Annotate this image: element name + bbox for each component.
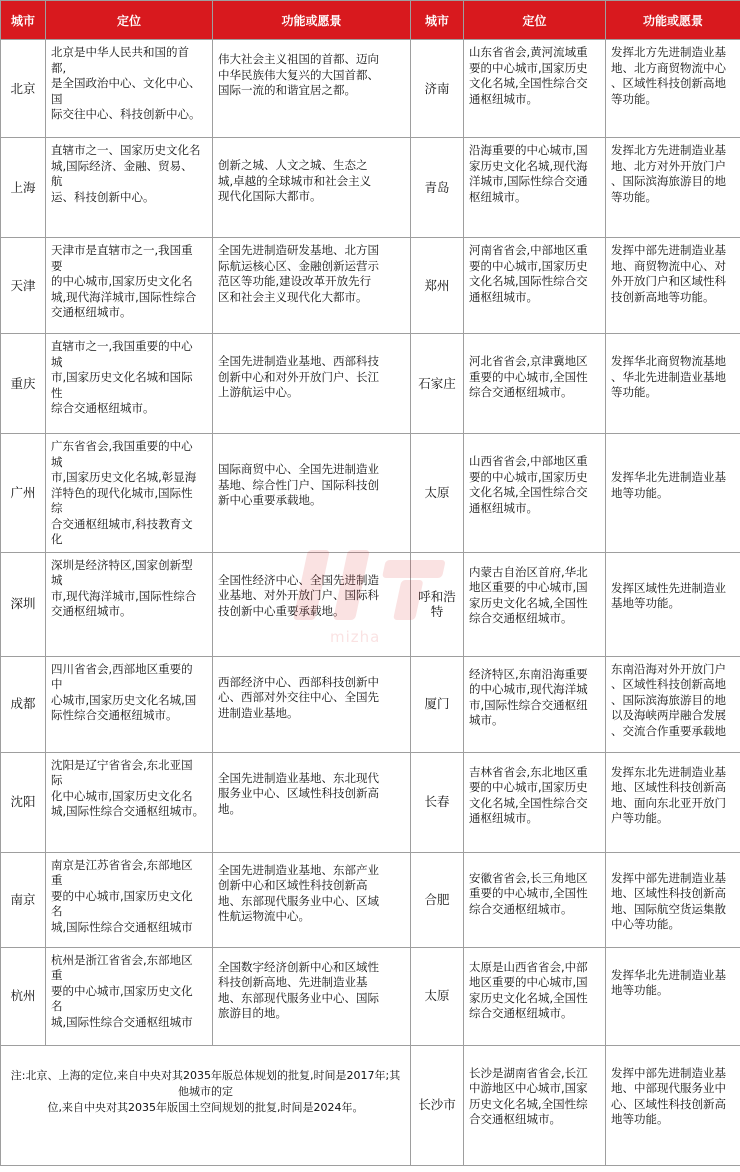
city-cell: 长春 [411, 752, 464, 852]
city-cell: 深圳 [1, 552, 46, 656]
function-cell: 发挥华北先进制造业基 地等功能。 [606, 434, 740, 553]
position-cell: 广东省省会,我国重要的中心 城 市,国家历史文化名城,彰显海 洋特色的现代化城市,国际性 综 合交通枢纽城市,科技教育文 化 [46, 434, 213, 553]
city-cell: 沈阳 [1, 752, 46, 852]
table-row [1, 238, 740, 334]
table-row [1, 752, 740, 852]
function-cell: 西部经济中心、西部科技创新中 心、西部对外交往中心、全国先 进制造业基地。 [213, 656, 411, 752]
position-cell: 内蒙古自治区首府,华北 地区重要的中心城市,国 家历史文化名城,全国性 综合交通枢纽城市。 [464, 552, 606, 656]
table-row [1, 334, 740, 434]
city-cell: 济南 [411, 40, 464, 138]
position-cell: 直辖市之一、国家历史文化名 城,国际经济、金融、贸易、 航 运、科技创新中心。 [46, 138, 213, 238]
table-row [1, 852, 740, 947]
city-cell: 重庆 [1, 334, 46, 434]
city-cell: 广州 [1, 434, 46, 553]
table-row [1, 552, 740, 656]
header-position-2: 定位 [464, 1, 606, 40]
position-cell: 四川省省会,西部地区重要的 中 心城市,国家历史文化名城,国 际性综合交通枢纽城市。 [46, 656, 213, 752]
function-cell: 发挥华北先进制造业基 地等功能。 [606, 947, 740, 1045]
table-row [1, 434, 740, 553]
position-cell: 长沙是湖南省省会,长江 中游地区中心城市,国家 历史文化名城,全国性综 合交通枢纽城市。 [464, 1045, 606, 1165]
position-cell: 深圳是经济特区,国家创新型 城 市,现代海洋城市,国际性综合 交通枢纽城市。 [46, 552, 213, 656]
position-cell: 河南省省会,中部地区重 要的中心城市,国家历史 文化名城,国际性综合交 通枢纽城市。 [464, 238, 606, 334]
city-cell: 太原 [411, 947, 464, 1045]
city-cell: 长沙市 [411, 1045, 464, 1165]
position-cell: 直辖市之一,我国重要的中心 城 市,国家历史文化名城和国际 性 综合交通枢纽城市。 [46, 334, 213, 434]
city-cell: 杭州 [1, 947, 46, 1045]
city-cell: 厦门 [411, 656, 464, 752]
header-city-2: 城市 [411, 1, 464, 40]
position-cell: 经济特区,东南沿海重要 的中心城市,现代海洋城 市,国际性综合交通枢纽 城市。 [464, 656, 606, 752]
city-cell: 天津 [1, 238, 46, 334]
table-row [1, 947, 740, 1045]
header-function-2: 功能或愿景 [606, 1, 740, 40]
position-cell: 南京是江苏省省会,东部地区 重 要的中心城市,国家历史文化 名 城,国际性综合交通枢纽城市 [46, 852, 213, 947]
table-row-note [1, 1045, 740, 1165]
header-position-1: 定位 [46, 1, 213, 40]
position-cell: 山东省省会,黄河流域重 要的中心城市,国家历史 文化名城,全国性综合交 通枢纽城市。 [464, 40, 606, 138]
position-cell: 吉林省省会,东北地区重 要的中心城市,国家历史 文化名城,全国性综合交 通枢纽城市。 [464, 752, 606, 852]
city-cell: 太原 [411, 434, 464, 553]
function-cell: 全国先进制造研发基地、北方国 际航运核心区、金融创新运营示 范区等功能,建设改革开放先行 区和社会主义现代化大都市。 [213, 238, 411, 334]
city-cell: 呼和浩特 [411, 552, 464, 656]
table-row [1, 138, 740, 238]
header-function-1: 功能或愿景 [213, 1, 411, 40]
function-cell: 发挥北方先进制造业基 地、北方商贸物流中心 、区域性科技创新高地 等功能。 [606, 40, 740, 138]
city-cell: 北京 [1, 40, 46, 138]
city-cell: 南京 [1, 852, 46, 947]
footnote: 注:北京、上海的定位,来自中央对其2035年版总体规划的批复,时间是2017年;其他城市的定 位,来自中央对其2035年版国土空间规划的批复,时间是2024年。 [1, 1045, 411, 1165]
header-row [1, 1, 740, 40]
position-cell: 河北省省会,京津冀地区 重要的中心城市,全国性 综合交通枢纽城市。 [464, 334, 606, 434]
function-cell: 发挥中部先进制造业基 地、中部现代服务业中 心、区域性科技创新高 地等功能。 [606, 1045, 740, 1165]
table-row [1, 40, 740, 138]
function-cell: 发挥中部先进制造业基 地、区域性科技创新高 地、国际航空货运集散 中心等功能。 [606, 852, 740, 947]
city-cell: 石家庄 [411, 334, 464, 434]
function-cell: 伟大社会主义祖国的首都、迈向 中华民族伟大复兴的大国首都、 国际一流的和谐宜居之都。 [213, 40, 411, 138]
position-cell: 安徽省省会,长三角地区 重要的中心城市,全国性 综合交通枢纽城市。 [464, 852, 606, 947]
header-city-1: 城市 [1, 1, 46, 40]
function-cell: 发挥区域性先进制造业 基地等功能。 [606, 552, 740, 656]
position-cell: 沿海重要的中心城市,国 家历史文化名城,现代海 洋城市,国际性综合交通 枢纽城市。 [464, 138, 606, 238]
function-cell: 国际商贸中心、全国先进制造业 基地、综合性门户、国际科技创 新中心重要承载地。 [213, 434, 411, 553]
city-cell: 成都 [1, 656, 46, 752]
function-cell: 全国数字经济创新中心和区域性 科技创新高地、先进制造业基 地、东部现代服务业中心、国际 旅游目的地。 [213, 947, 411, 1045]
city-cell: 郑州 [411, 238, 464, 334]
function-cell: 发挥东北先进制造业基 地、区域性科技创新高 地、面向东北亚开放门 户等功能。 [606, 752, 740, 852]
watermark-text: mizha [330, 628, 381, 646]
function-cell: 发挥北方先进制造业基 地、北方对外开放门户 、国际滨海旅游目的地 等功能。 [606, 138, 740, 238]
function-cell: 发挥中部先进制造业基 地、商贸物流中心、对 外开放门户和区域性科 技创新高地等功能。 [606, 238, 740, 334]
position-cell: 北京是中华人民共和国的首 都, 是全国政治中心、文化中心、 国 际交往中心、科技创新中心。 [46, 40, 213, 138]
function-cell: 全国先进制造业基地、东北现代 服务业中心、区域性科技创新高 地。 [213, 752, 411, 852]
function-cell: 全国先进制造业基地、东部产业 创新中心和区域性科技创新高 地、东部现代服务业中心、区域 性航运物流中心。 [213, 852, 411, 947]
position-cell: 杭州是浙江省省会,东部地区 重 要的中心城市,国家历史文化 名 城,国际性综合交通枢纽城市 [46, 947, 213, 1045]
position-cell: 天津市是直辖市之一,我国重 要 的中心城市,国家历史文化名 城,现代海洋城市,国际性综合 交通枢纽城市。 [46, 238, 213, 334]
function-cell: 全国先进制造业基地、西部科技 创新中心和对外开放门户、长江 上游航运中心。 [213, 334, 411, 434]
position-cell: 山西省省会,中部地区重 要的中心城市,国家历史 文化名城,全国性综合交 通枢纽城市。 [464, 434, 606, 553]
function-cell: 发挥华北商贸物流基地 、华北先进制造业基地 等功能。 [606, 334, 740, 434]
position-cell: 沈阳是辽宁省省会,东北亚国 际 化中心城市,国家历史文化名 城,国际性综合交通枢纽城市。 [46, 752, 213, 852]
function-cell: 全国性经济中心、全国先进制造 业基地、对外开放门户、国际科 技创新中心重要承载地。 [213, 552, 411, 656]
city-cell: 青岛 [411, 138, 464, 238]
position-cell: 太原是山西省省会,中部 地区重要的中心城市,国 家历史文化名城,全国性 综合交通枢纽城市。 [464, 947, 606, 1045]
city-cell: 上海 [1, 138, 46, 238]
function-cell: 东南沿海对外开放门户 、区域性科技创新高地 、国际滨海旅游目的地 以及海峡两岸融合发展 、交流合作重要承载地 [606, 656, 740, 752]
table-row [1, 656, 740, 752]
function-cell: 创新之城、人文之城、生态之 城,卓越的全球城市和社会主义 现代化国际大都市。 [213, 138, 411, 238]
city-cell: 合肥 [411, 852, 464, 947]
